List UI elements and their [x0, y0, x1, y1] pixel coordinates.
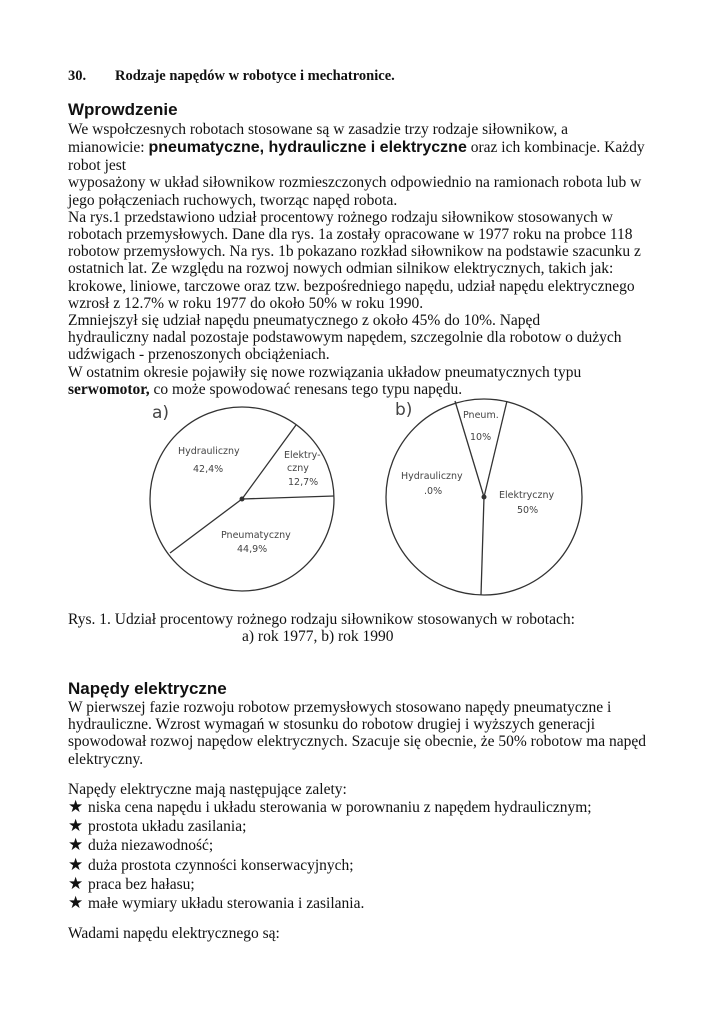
pie-b-pneum-label: Pneum. [463, 410, 499, 421]
pie-a-pneumatic-label: Pneumatyczny [221, 530, 291, 541]
list-item: ★ prostota układu zasilania; [68, 816, 247, 837]
text-line: hydrauliczne. Wzrost wymagań w stosunku do robotow drugiej i wyższych generacji [68, 716, 595, 734]
text-line: robotach przemysłowych. Dane dla rys. 1a zostały opracowane w 1977 roku na probce 118 [68, 226, 633, 244]
pie-b-hydraulic-pct: .0% [424, 486, 443, 497]
pie-a-hydraulic-label: Hydrauliczny [178, 446, 240, 457]
pie-a-electric-label-2: czny [287, 463, 309, 474]
text-line: mianowicie: pneumatyczne, hydrauliczne i elektryczne oraz ich kombinacje. Każdy [68, 139, 645, 157]
pie-b-electric-label: Elektryczny [499, 490, 555, 501]
pie-a-electric-pct: 12,7% [288, 477, 319, 488]
list-item: ★ praca bez hałasu; [68, 873, 195, 894]
pie-b-label: b) [395, 400, 413, 420]
text-line: hydrauliczny nadal pozostaje podstawowym napędem, szczegolnie dla robotow o dużych [68, 329, 622, 347]
text-line: wzrosł z 12.7% w roku 1977 do około 50% w roku 1990. [68, 294, 424, 312]
text-line: udźwigach - przenoszonych obciążeniach. [68, 346, 330, 364]
text-line: W ostatnim okresie pojawiły się nowe rozwiązania układow pneumatycznych typu [68, 363, 582, 381]
pie-chart-a [150, 403, 334, 591]
list-item: ★ duża niezawodność; [68, 835, 214, 856]
pie-b-hydraulic-label: Hydrauliczny [401, 471, 463, 482]
text-line: Zmniejszył się udział napędu pneumatycznego z około 45% do 10%. Napęd [68, 312, 541, 330]
list-item: ★ niska cena napędu i układu sterowania w porownaniu z napędem hydraulicznym; [68, 796, 592, 817]
text-line: robot jest [68, 157, 127, 175]
emphasis-drive-types: pneumatyczne, hydrauliczne i elektryczne [148, 139, 467, 157]
pie-chart-b [386, 399, 582, 595]
star-bullet-icon: ★ [68, 816, 84, 837]
bold-term: serwomotor, [68, 380, 150, 398]
figure-pie-charts [140, 398, 600, 613]
pie-b-electric-pct: 50% [517, 505, 539, 516]
star-bullet-icon: ★ [68, 892, 84, 913]
intro-paragraph [68, 121, 668, 398]
pie-a-hydraulic-pct: 42,4% [193, 464, 224, 475]
list-item: ★ małe wymiary układu sterowania i zasilania. [68, 892, 365, 913]
text-line: We wspołczesnych robotach stosowane są w zasadzie trzy rodzaje siłownikow, a [68, 121, 569, 138]
figure-caption-line1: Rys. 1. Udział procentowy rożnego rodzaju siłownikow stosowanych w robotach: [68, 611, 575, 628]
section-title [68, 68, 395, 85]
pie-b-pneum-pct: 10% [470, 432, 492, 443]
text-line: elektryczny. [68, 750, 144, 768]
star-bullet-icon: ★ [68, 873, 84, 894]
text-line: W pierwszej fazie rozwoju robotow przemysłowych stosowano napędy pneumatyczne i [68, 699, 612, 716]
pie-a-pneumatic-pct: 44,9% [237, 544, 268, 555]
pie-charts-svg [140, 398, 600, 613]
text-line: serwomotor, co może spowodować renesans tego typu napędu. [68, 380, 463, 398]
heading-intro: Wprowdzenie [68, 100, 178, 119]
advantages-list [68, 798, 592, 913]
electric-paragraph [68, 699, 668, 768]
section-number: 30. [68, 68, 87, 84]
star-bullet-icon: ★ [68, 835, 84, 856]
heading-electric-drives: Napędy elektryczne [68, 679, 227, 698]
text-line: krokowe, liniowe, tarczowe oraz tzw. bezpośredniego napędu, udział napędu elektrycznego [68, 277, 635, 295]
pie-a-electric-label-1: Elektry- [284, 450, 321, 461]
disadvantages-intro: Wadami napędu elektrycznego są: [68, 925, 280, 942]
pie-a-label: a) [152, 403, 170, 423]
list-item: ★ duża prostota czynności konserwacyjnych; [68, 854, 354, 875]
text-line: ostatnich lat. Ze względu na rozwoj nowych odmian silnikow elektrycznych, takich jak: [68, 260, 614, 278]
text-line: wyposażony w układ siłownikow rozmieszczonych odpowiednio na ramionach robota lub w [68, 174, 642, 192]
figure-caption-line2: a) rok 1977, b) rok 1990 [242, 628, 394, 645]
section-title-text: Rodzaje napędów w robotyce i mechatronice. [115, 68, 395, 84]
advantages-intro: Napędy elektryczne mają następujące zalety: [68, 781, 347, 798]
star-bullet-icon: ★ [68, 854, 84, 875]
text-line: spowodował rozwoj napędow elektrycznych. Szacuje się obecnie, że 50% robotow ma napęd [68, 733, 647, 751]
text-line: jego połączeniach ruchowych, tworząc napęd robota. [68, 191, 398, 209]
text-line: robotow przemysłowych. Na rys. 1b pokazano rozkład siłownikow na podstawie szacunku z [68, 243, 641, 261]
text-line: Na rys.1 przedstawiono udział procentowy rożnego rodzaju siłownikow stosowanych w [68, 208, 613, 226]
star-bullet-icon: ★ [68, 796, 84, 817]
